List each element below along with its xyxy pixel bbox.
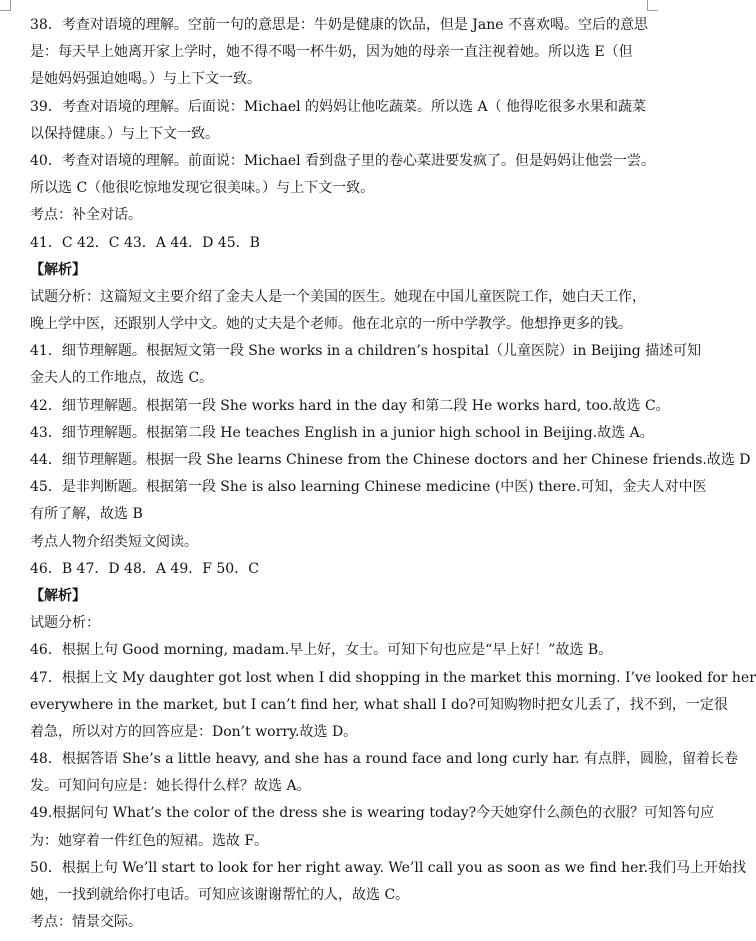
text-line: 43．细节理解题。根据第二段 He teaches English in a junior high school in Beijing.故选 A。 xyxy=(30,424,654,441)
text-line: 考点：情景交际。 xyxy=(30,914,142,931)
text-line: 发。可知问句应是：她长得什么样？故选 A。 xyxy=(30,778,311,795)
text-line: 所以选 C（他很吃惊地发现它很美味。）与上下文一致。 xyxy=(30,180,375,197)
text-line: 试题分析： xyxy=(30,615,100,632)
text-line: 考点：补全对话。 xyxy=(30,207,142,224)
text-line: everywhere in the market, but I can’t find her, what shall I do?可知购物时把女儿丢了，找不到，一定很 xyxy=(30,696,728,713)
text-line: 39．考查对语境的理解。后面说：Michael 的妈妈让他吃蔬菜。所以选 A（ 他得吃很多水果和蔬菜 xyxy=(30,98,647,115)
text-line: 考点人物介绍类短文阅读。 xyxy=(30,533,198,550)
text-line: 47．根据上文 My daughter got lost when I did shopping in the market this morning. I’ve looked for her xyxy=(30,669,756,686)
answer-key-line: 46．B 47．D 48．A 49．F 50．C xyxy=(30,560,259,577)
text-line: 45．是非判断题。根据第一段 She is also learning Chinese medicine (中医) there.可知，金夫人对中医 xyxy=(30,479,707,496)
text-line: 金夫人的工作地点，故选 C。 xyxy=(30,370,214,387)
text-line: 是：每天早上她离开家上学时，她不得不喝一杯牛奶，因为她的母亲一直注视着她。所以选 E（但 xyxy=(30,44,633,61)
text-line: 以保持健康。）与上下文一致。 xyxy=(30,125,219,142)
text-line: 有所了解，故选 B xyxy=(30,506,143,523)
text-line: 42．细节理解题。根据第一段 She works hard in the day 和第二段 He works hard, too.故选 C。 xyxy=(30,397,670,414)
text-line: 40．考查对语境的理解。前面说：Michael 看到盘子里的卷心菜进要发疯了。但是妈妈让他尝一尝。 xyxy=(30,152,656,169)
text-line: 49.根据问句 What’s the color of the dress she is wearing today?今天她穿什么颜色的衣服？可知答句应 xyxy=(30,805,715,822)
page-corner-mark-top-right xyxy=(647,0,658,11)
answer-key-line: 41．C 42．C 43．A 44．D 45．B xyxy=(30,234,260,251)
text-line: 试题分析：这篇短文主要介绍了金夫人是一个美国的医生。她现在中国儿童医院工作，她白天工作， xyxy=(30,288,646,305)
section-heading: 【解析】 xyxy=(30,587,86,604)
text-line: 50．根据上句 We’ll start to look for her right away. We’ll call you as soon as we find her.我们马上开始找 xyxy=(30,859,747,876)
text-line: 44．细节理解题。根据一段 She learns Chinese from the Chinese doctors and her Chinese friends.故选 D xyxy=(30,452,751,468)
page-corner-mark-top-left xyxy=(0,0,11,11)
text-line: 38．考查对语境的理解。空前一句的意思是：牛奶是健康的饮品，但是 Jane 不喜欢喝。空后的意思 xyxy=(30,17,648,33)
text-line: 41．细节理解题。根据短文第一段 She works in a children’s hospital（儿童医院）in Beijing 描述可知 xyxy=(30,343,702,360)
text-line: 为：她穿着一件红色的短裙。选故 F。 xyxy=(30,832,269,849)
text-line: 晚上学中医，还跟别人学中文。她的丈夫是个老师。他在北京的一所中学教学。他想挣更多的钱。 xyxy=(30,316,632,333)
text-line: 她，一找到就给你打电话。可知应该谢谢帮忙的人，故选 C。 xyxy=(30,887,410,903)
section-heading: 【解析】 xyxy=(30,261,86,278)
text-line: 是她妈妈强迫她喝。）与上下文一致。 xyxy=(30,71,261,88)
text-line: 着急，所以对方的回答应是：Don’t worry.故选 D。 xyxy=(30,723,358,740)
text-line: 46．根据上句 Good morning, madam.早上好，女士。可知下句也应是“早上好！”故选 B。 xyxy=(30,642,613,659)
text-line: 48．根据答语 She’s a little heavy, and she has a round face and long curly har. 有点胖，圆脸，留着长卷 xyxy=(30,751,739,768)
document-body xyxy=(30,12,756,936)
